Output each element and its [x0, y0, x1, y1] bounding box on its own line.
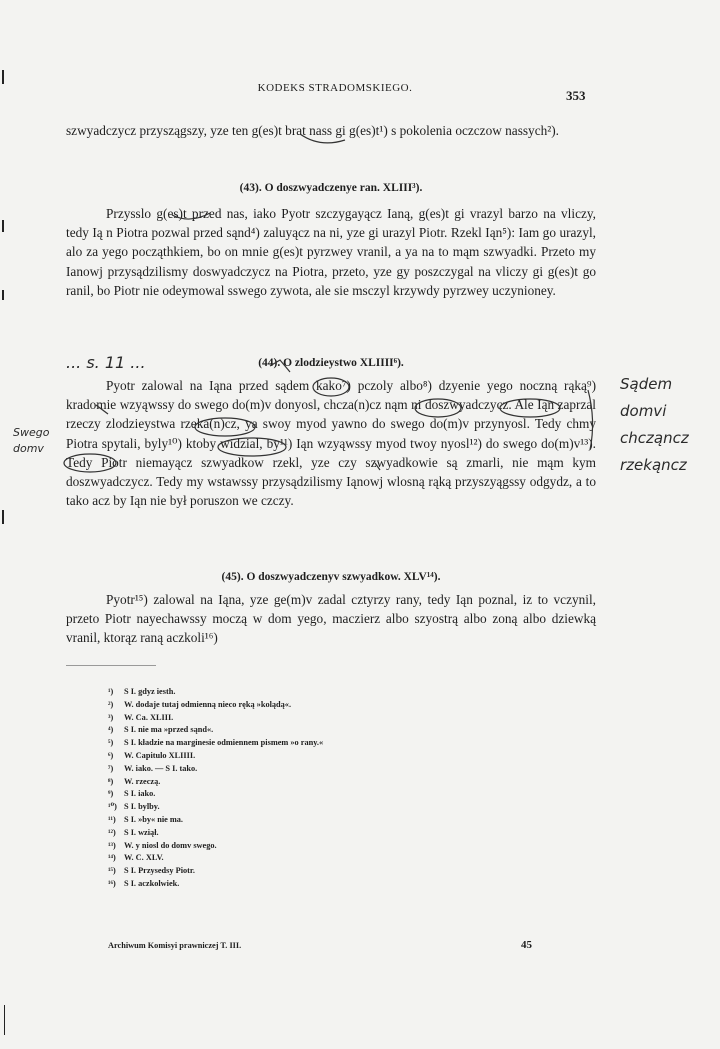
scan-mark — [2, 70, 4, 84]
section-heading-43: (43). O doszwyadczenye ran. XLIII³). — [239, 182, 423, 194]
paragraph-text: Pyotr zalowal na Iąna przed sądem kako⁷) pczoly albo⁸) dzyenie yego noczną rąką⁹) kradomie wzyąwssy do swego do(m)v donyosl, chcza(n)cz nąm ni doszwyadczycz. Ale Iąn zaprzal rzeczy zlodzieystwa rzeka(n)cz, ya swoy myod yawno do swego do(m)v przynyosl. Tedy chmy Piotra spytali, byly¹⁰) ktoby widzial, by¹¹) Iąn wzyąwssy myod twoy nyosl¹²) do swego do(m)v¹³). Tedy Piotr niemayącz szwyadkow rzekl, yze czy szwyadkowie są zmarli, nie mąm kym doszwyadczycz. Tedy my wstawssy przysądzilismy Iąnowj wlosną rąką przyszyągssy odgydz, a to tako acz by Iąn nie był poruszon we czczy. — [66, 378, 596, 509]
paragraph-text: Przysslo g(es)t przed nas, iako Pyotr szczygayącz Ianą, g(es)t gi vrazyl barzo na vliczy, tedy Ią n Piotra pozwal przed sąnd⁴) zaluyącz na ni, yze gi urazyl Piotr. Rzekl Iąn⁵): Iam go urazyl, alo za yego począthkiem, bo on mnie g(es)t pyrzwey vranil, a ya na to mąm szwyadki. Przeto my Ianowj przysądzilismy doswyadczycz na Piotra, przeto, yze gy poszczygal na vliczy gi g(es)t go ranil, bo Piotr nie odeymowal sswego zywota, ale sie msczyl krzywdy pyrzwey uczynioney. — [66, 206, 596, 298]
footnote-number: ¹¹) — [108, 814, 116, 824]
scan-mark — [2, 220, 4, 232]
footnote — [108, 712, 448, 725]
footnote-number: ⁴) — [108, 725, 114, 735]
scan-mark — [2, 510, 4, 524]
footnote-text: W. y niosl do domv swego. — [124, 840, 217, 850]
footnote-number: ¹⁰) — [108, 802, 117, 812]
footnote-text: W. Ca. XLIII. — [124, 712, 174, 722]
handwritten-margin-right — [620, 371, 689, 479]
section-45-body — [66, 590, 596, 648]
footnote — [108, 801, 448, 814]
footnote — [108, 852, 448, 865]
running-head: KODEKS STRADOMSKIEGO. — [257, 82, 413, 94]
footer-signature: 45 — [521, 939, 532, 951]
footnote-number: ⁵) — [108, 738, 114, 748]
footnote-text: S I. wziął. — [124, 827, 159, 837]
paragraph-text: szwyadczycz przyszągszy, yze ten g(es)t brat nass gi g(es)t¹) s pokolenia oczczow nassych²). — [66, 123, 559, 138]
footnote-number: ¹²) — [108, 827, 116, 837]
footnote — [108, 814, 448, 827]
paragraph-text: Pyotr¹⁵) zalowal na Iąna, yze ge(m)v zadal cztyrzy rany, tedy Iąn poznal, iz to vczynil, przeto Piotr nayechawssy moczą w dom yego, maczierz albo szyostrą albo zoną albo dziewką vranil, ktorąz raną aczkoli¹⁶) — [66, 592, 596, 646]
footnote — [108, 686, 448, 699]
paragraph-carryover — [66, 121, 596, 140]
footnote-separator — [66, 665, 156, 666]
section-44-body — [66, 376, 596, 510]
footnote-number: ⁶) — [108, 750, 114, 760]
footnote-number: ¹⁶) — [108, 878, 116, 888]
footnote-text: W. Capitulo XLIIII. — [124, 750, 196, 760]
footnote — [108, 763, 448, 776]
page-number: 353 — [566, 88, 586, 103]
footnote-number: ¹) — [108, 687, 114, 696]
footnote-number: ¹⁴) — [108, 853, 116, 863]
footnote — [108, 699, 448, 712]
footnote-number: ³) — [108, 712, 114, 722]
handwritten-note: domvi — [620, 402, 667, 420]
footnote — [108, 865, 448, 878]
scan-mark — [2, 290, 4, 300]
footnote-text: S I. kładzie na marginesie odmiennem pismem »o rany.« — [124, 738, 324, 748]
section-heading-45: (45). O doszwyadczenyv szwyadkow. XLV¹⁴). — [221, 571, 441, 583]
footnote-text: S I. gdyz iesth. — [124, 687, 176, 696]
section-43-body — [66, 204, 596, 300]
footnote-number: ⁹) — [108, 789, 114, 799]
footnote-text: S I. Przysedsy Piotr. — [124, 866, 195, 876]
footnote — [108, 750, 448, 763]
footnote-text: W. C. XLV. — [124, 853, 164, 863]
handwritten-note: Sądem — [620, 375, 673, 393]
footnotes — [108, 686, 448, 891]
footnote-text: W. iako. — S I. tako. — [124, 763, 198, 773]
handwritten-note: chcząncz — [620, 429, 689, 447]
footnote-text: W. dodaje tutaj odmienną nieco ręką »kolądą«. — [124, 699, 292, 709]
footnote-number: ¹⁵) — [108, 866, 116, 876]
footnote — [108, 840, 448, 853]
footnote — [108, 788, 448, 801]
footnote-text: W. rzeczą. — [124, 776, 161, 786]
handwritten-page-note: ... s. 11 ... — [66, 353, 146, 372]
footnote-text: S I. iako. — [124, 789, 156, 799]
footnote — [108, 827, 448, 840]
section-heading-44: (44). O zlodzieystwo XLIIII⁶). — [258, 357, 404, 369]
scan-mark — [4, 1005, 5, 1035]
footnote-number: ⁷) — [108, 763, 114, 773]
footnote — [108, 724, 448, 737]
handwritten-note: domv — [13, 442, 44, 455]
footnote — [108, 776, 448, 789]
footnote-number: ¹³) — [108, 840, 116, 850]
footnote-text: S I. aczkolwiek. — [124, 878, 180, 888]
footnote-text: S I. »by« nie ma. — [124, 814, 184, 824]
handwritten-margin-left — [13, 425, 49, 457]
handwritten-note: Swego — [13, 426, 50, 439]
footnote — [108, 737, 448, 750]
section-43 — [66, 179, 596, 197]
footnote-text: S I. nie ma »przed sąnd«. — [124, 725, 214, 735]
footnote-number: ²) — [108, 699, 114, 709]
footnote-number: ⁸) — [108, 776, 114, 786]
section-45 — [66, 568, 596, 586]
footer-source: Archiwum Komisyi prawniczej T. III. — [108, 941, 242, 950]
footnote — [108, 878, 448, 891]
handwritten-note: rzekąncz — [620, 456, 687, 474]
footnote-text: S I. bylby. — [124, 802, 160, 812]
